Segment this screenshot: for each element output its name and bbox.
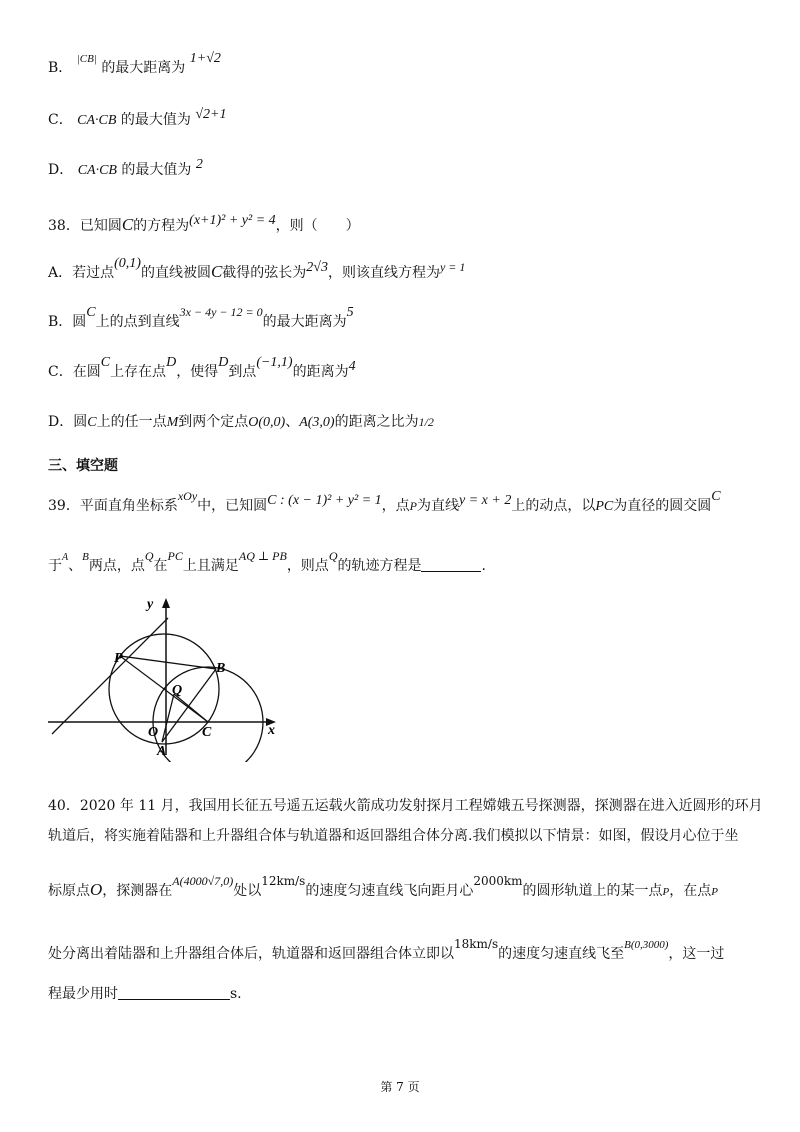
q39-line-1: 39．平面直角坐标系xOy中，已知圆C : (x − 1)² + y² = 1，点P为直线y = x + 2上的动点，以PC为直径的圆交圆C: [48, 489, 721, 514]
label-a: A: [157, 744, 167, 759]
q38-option-d: D．圆C上的任一点M到两个定点O(0,0)、A(3,0)的距离之比为1/2: [48, 414, 434, 430]
y-axis-arrow: [162, 598, 170, 608]
q38-option-c: C．在圆C上存在点D，使得D到点(−1,1)的距离为4: [48, 355, 356, 380]
line-y-x-plus-2: [52, 618, 168, 734]
label-q: Q: [172, 683, 183, 698]
q37-option-c: C． CA·CB 的最大值为 √2+1: [48, 107, 227, 128]
q38-option-a: A．若过点(0,1)的直线被圆C截得的弦长为2√3，则该直线方程为y = 1: [48, 256, 466, 281]
q37-option-d: D． CA·CB 的最大值为 2: [48, 157, 203, 178]
label-b: B: [216, 661, 226, 676]
q38-stem: 38．已知圆C的方程为(x+1)² + y² = 4，则（ ）: [48, 213, 360, 234]
q37-option-b: B． $^{|CB|}$ 的最大距离为 1+√2: [48, 51, 221, 76]
section-title: 三、填空题: [48, 458, 118, 474]
label-c: C: [202, 725, 212, 740]
q40-line-2: 轨道后，将实施着陆器和上升器组合体与轨道器和返回器组合体分离.我们模拟以下情景：如图，假设月心位于坐: [48, 828, 739, 844]
answer-blank-q39[interactable]: [421, 557, 481, 572]
q39-line-2: 于$^A$、$^B$两点，点Q在PC上且满足AQ ⊥ PB，则点Q的轨迹方程是 .: [48, 549, 486, 574]
q39-figure: [44, 592, 284, 762]
label-y: y: [147, 597, 154, 612]
page-number: 第 7 页: [380, 1080, 420, 1094]
label-x: x: [268, 723, 275, 738]
label-p: P: [114, 651, 123, 666]
q40-line-3: 标原点O，探测器在A(4000√7,0)处以12km/s的速度匀速直线飞向距月心2000km的圆形轨道上的某一点P，在点P: [48, 874, 718, 899]
label-o: O: [148, 725, 159, 740]
q38-option-b: B．圆C上的点到直线3x − 4y − 12 = 0的最大距离为5: [48, 305, 354, 330]
answer-blank-q40[interactable]: [118, 985, 230, 1000]
q40-line-5: 程最少用时 s.: [48, 986, 242, 1002]
q40-line-4: 处分离出着陆器和上升器组合体后，轨道器和返回器组合体立即以18km/s的速度匀速直线飞至$^{B(0,3000)}$，这一过: [48, 937, 725, 962]
q40-line-1: 40．2020 年 11 月，我国用长征五号遥五运载火箭成功发射探月工程嫦娥五号探测器，探测器在进入近圆形的环月: [48, 798, 763, 814]
